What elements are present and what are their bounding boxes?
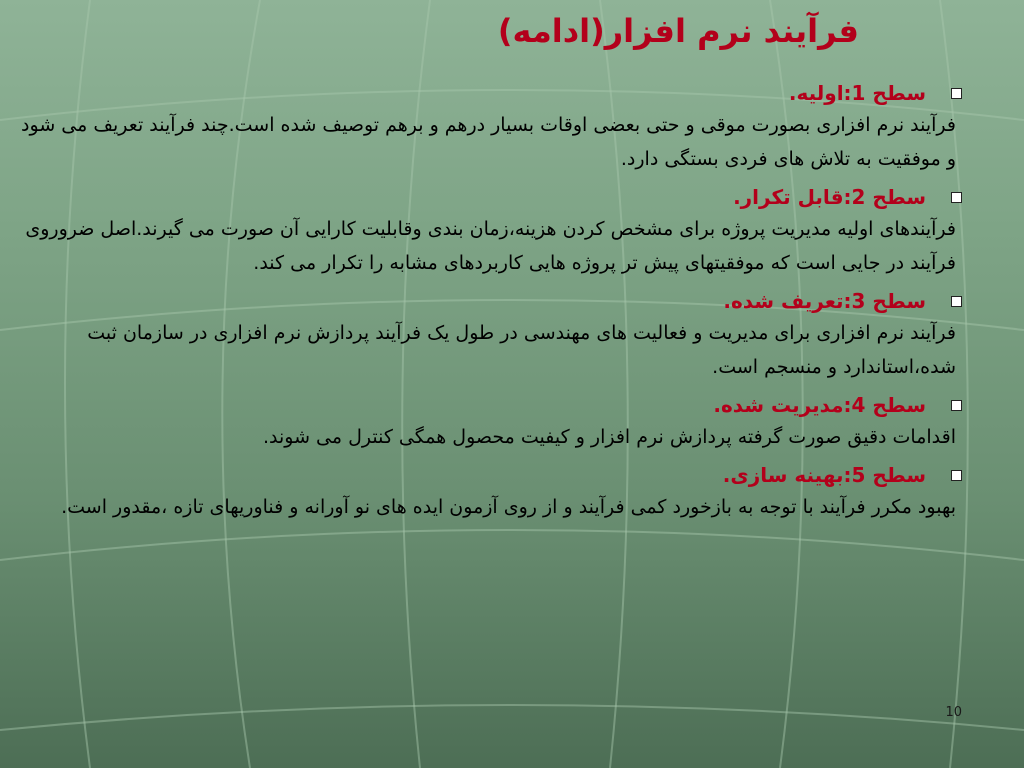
slide-title: فرآیند نرم افزار(ادامه) xyxy=(497,12,859,50)
level-description: فرآیندهای اولیه مدیریت پروژه برای مشخص کردن هزینه،زمان بندی وقابلیت کارایی آن صورت می گیرند.اصل ضروروی فرآیند در جایی است که موفقیتهای پیش تر پروژه هایی کاربردهای مشابه را تکرار می کند. xyxy=(25,218,956,274)
level-item-2 xyxy=(18,182,962,280)
level-heading xyxy=(18,286,926,316)
level-heading xyxy=(18,78,926,108)
square-bullet-icon xyxy=(951,88,962,99)
page-number: 10 xyxy=(945,705,962,720)
level-heading xyxy=(18,182,926,212)
level-heading-text: سطح 4:مدیریت شده. xyxy=(713,393,926,417)
level-heading-text: سطح 3:تعریف شده. xyxy=(723,289,926,313)
level-description: فرآیند نرم افزاری بصورت موقی و حتی بعضی اوقات بسیار درهم و برهم توصیف شده است.چند فرآیند تعریف می شود و موفقیت به تلاش های فردی بستگی دارد. xyxy=(21,114,956,170)
level-description: اقدامات دقیق صورت گرفته پردازش نرم افزار و کیفیت محصول همگی کنترل می شوند. xyxy=(262,426,956,448)
level-description: بهبود مکرر فرآیند با توجه به بازخورد کمی فرآیند و از روی آزمون ایده های نو آورانه و فناوریهای تازه ،مقدور است. xyxy=(61,496,956,518)
square-bullet-icon xyxy=(951,192,962,203)
level-description: فرآیند نرم افزاری برای مدیریت و فعالیت های مهندسی در طول یک فرآیند پردازش نرم افزاری در سازمان ثبت شده،استاندارد و منسجم است. xyxy=(87,322,956,378)
square-bullet-icon xyxy=(951,296,962,307)
square-bullet-icon xyxy=(951,470,962,481)
level-heading-text: سطح 5:بهینه سازی. xyxy=(722,463,926,487)
level-item-4 xyxy=(18,390,962,454)
level-item-1 xyxy=(18,78,962,176)
level-heading-text: سطح 2:قابل تکرار. xyxy=(733,185,926,209)
level-heading-text: سطح 1:اولیه. xyxy=(788,81,926,105)
level-heading xyxy=(18,390,926,420)
level-item-5 xyxy=(18,460,962,524)
level-item-3 xyxy=(18,286,962,384)
level-heading xyxy=(18,460,926,490)
levels-list xyxy=(18,78,962,530)
square-bullet-icon xyxy=(951,400,962,411)
